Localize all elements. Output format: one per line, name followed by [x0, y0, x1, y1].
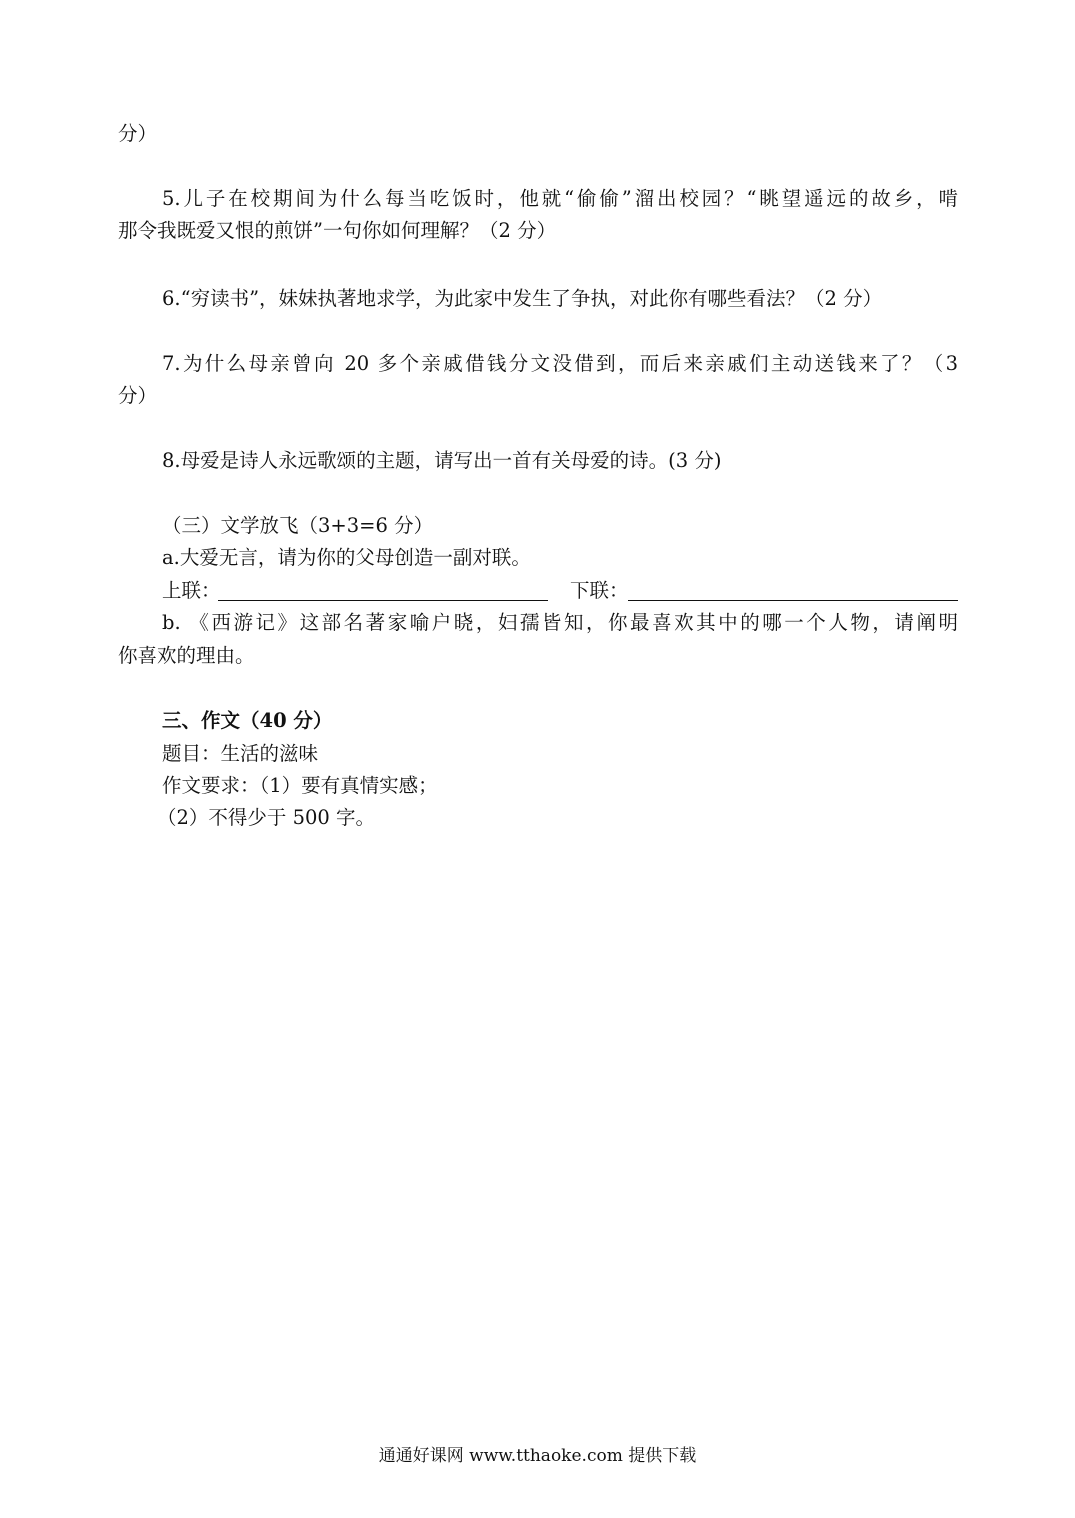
page-footer: 通通好课网 www.tthaoke.com 提供下载 — [378, 1446, 697, 1466]
section-3-item-b-line-2: 你喜欢的理由。 — [118, 644, 255, 667]
couplet-upper-blank[interactable] — [218, 600, 548, 601]
question-5-line-1: 5.儿子在校期间为什么每当吃饭时，他就“偷偷”溜出校园？“眺望遥远的故乡，啃 — [162, 187, 958, 210]
section-3-item-b-line-1: b. 《西游记》这部名著家喻户晓，妇孺皆知，你最喜欢其中的哪一个人物，请阐明 — [162, 611, 958, 634]
question-7-line-1: 7.为什么母亲曾向 20 多个亲戚借钱分文没借到，而后来亲戚们主动送钱来了？（3 — [162, 352, 958, 375]
composition-title: 题目：生活的滋味 — [162, 742, 319, 765]
composition-heading: 三、作文（40 分） — [162, 709, 333, 732]
section-3-item-a: a.大爱无言，请为你的父母创造一副对联。 — [162, 546, 531, 569]
question-5-line-2: 那令我既爱又恨的煎饼”一句你如何理解？（2 分） — [118, 219, 557, 242]
composition-requirement-1: 作文要求：（1）要有真情实感； — [162, 774, 438, 797]
question-7-line-2: 分） — [118, 384, 158, 407]
composition-requirement-2: （2）不得少于 500 字。 — [157, 806, 376, 829]
section-3-title: （三）文学放飞（3+3=6 分） — [162, 514, 434, 537]
couplet-lower-blank[interactable] — [628, 600, 958, 601]
continuation-text: 分） — [118, 122, 158, 145]
question-8: 8.母爱是诗人永远歌颂的主题，请写出一首有关母爱的诗。(3 分) — [162, 449, 722, 472]
couplet-lower-label: 下联： — [570, 579, 629, 602]
couplet-upper-label: 上联： — [162, 579, 221, 602]
question-6: 6.“穷读书”，妹妹执著地求学，为此家中发生了争执，对此你有哪些看法？（2 分） — [162, 287, 883, 310]
